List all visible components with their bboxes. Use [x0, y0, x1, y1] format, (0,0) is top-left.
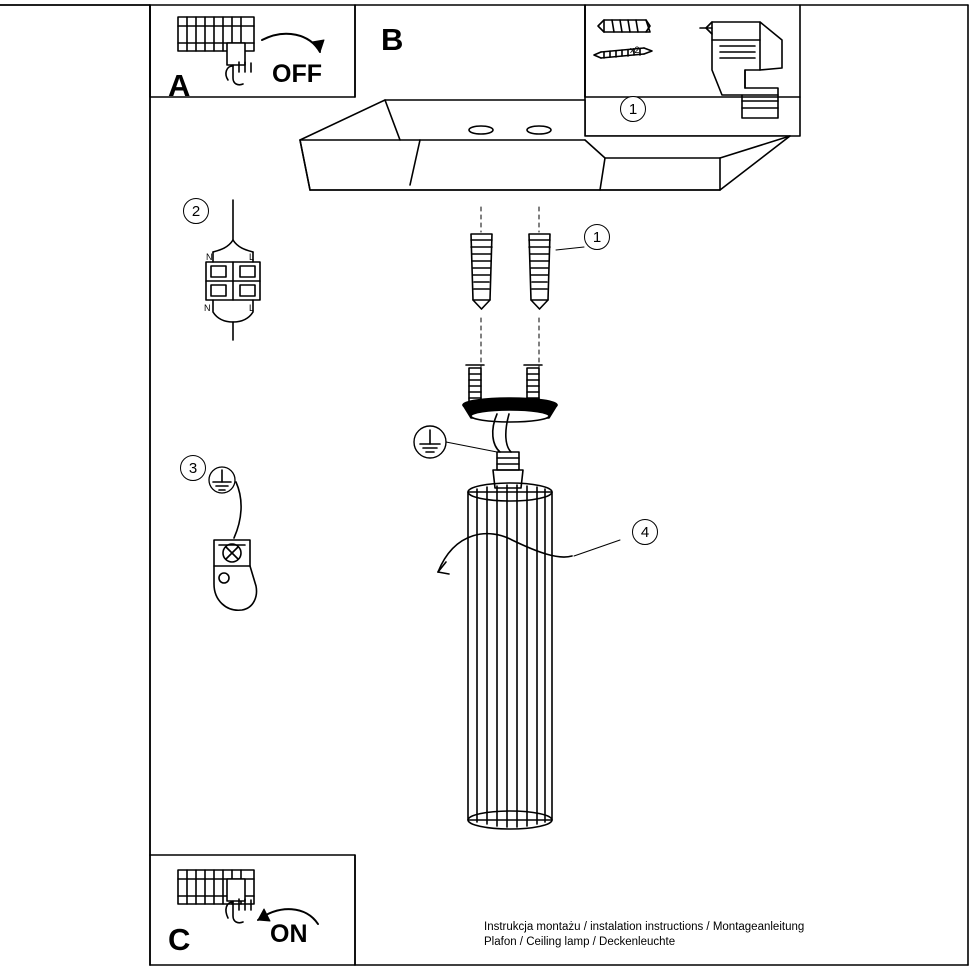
- panel-label-b: B: [381, 22, 404, 57]
- panel-label-a: A: [168, 68, 191, 103]
- terminal-label-l-bottom: L: [249, 303, 255, 313]
- terminal-label-l-top: L: [249, 252, 255, 262]
- step-number-4: 4: [632, 519, 658, 545]
- terminal-label-n-bottom: N: [204, 303, 211, 313]
- step-number-1-plugs: 1: [584, 224, 610, 250]
- footer-line-2: Plafon / Ceiling lamp / Deckenleuchte: [484, 936, 676, 948]
- step-number-1-parts: 1: [620, 96, 646, 122]
- terminal-label-n-top: N: [206, 252, 213, 262]
- step-number-3: 3: [180, 455, 206, 481]
- parts-quantity-label: x2: [630, 45, 640, 55]
- footer-line-1: Instrukcja montażu / instalation instructions / Montageanleitung: [484, 921, 805, 933]
- panel-c-action-label: ON: [270, 920, 308, 948]
- step-number-2: 2: [183, 198, 209, 224]
- panel-a-action-label: OFF: [272, 60, 322, 88]
- panel-label-c: C: [168, 922, 191, 957]
